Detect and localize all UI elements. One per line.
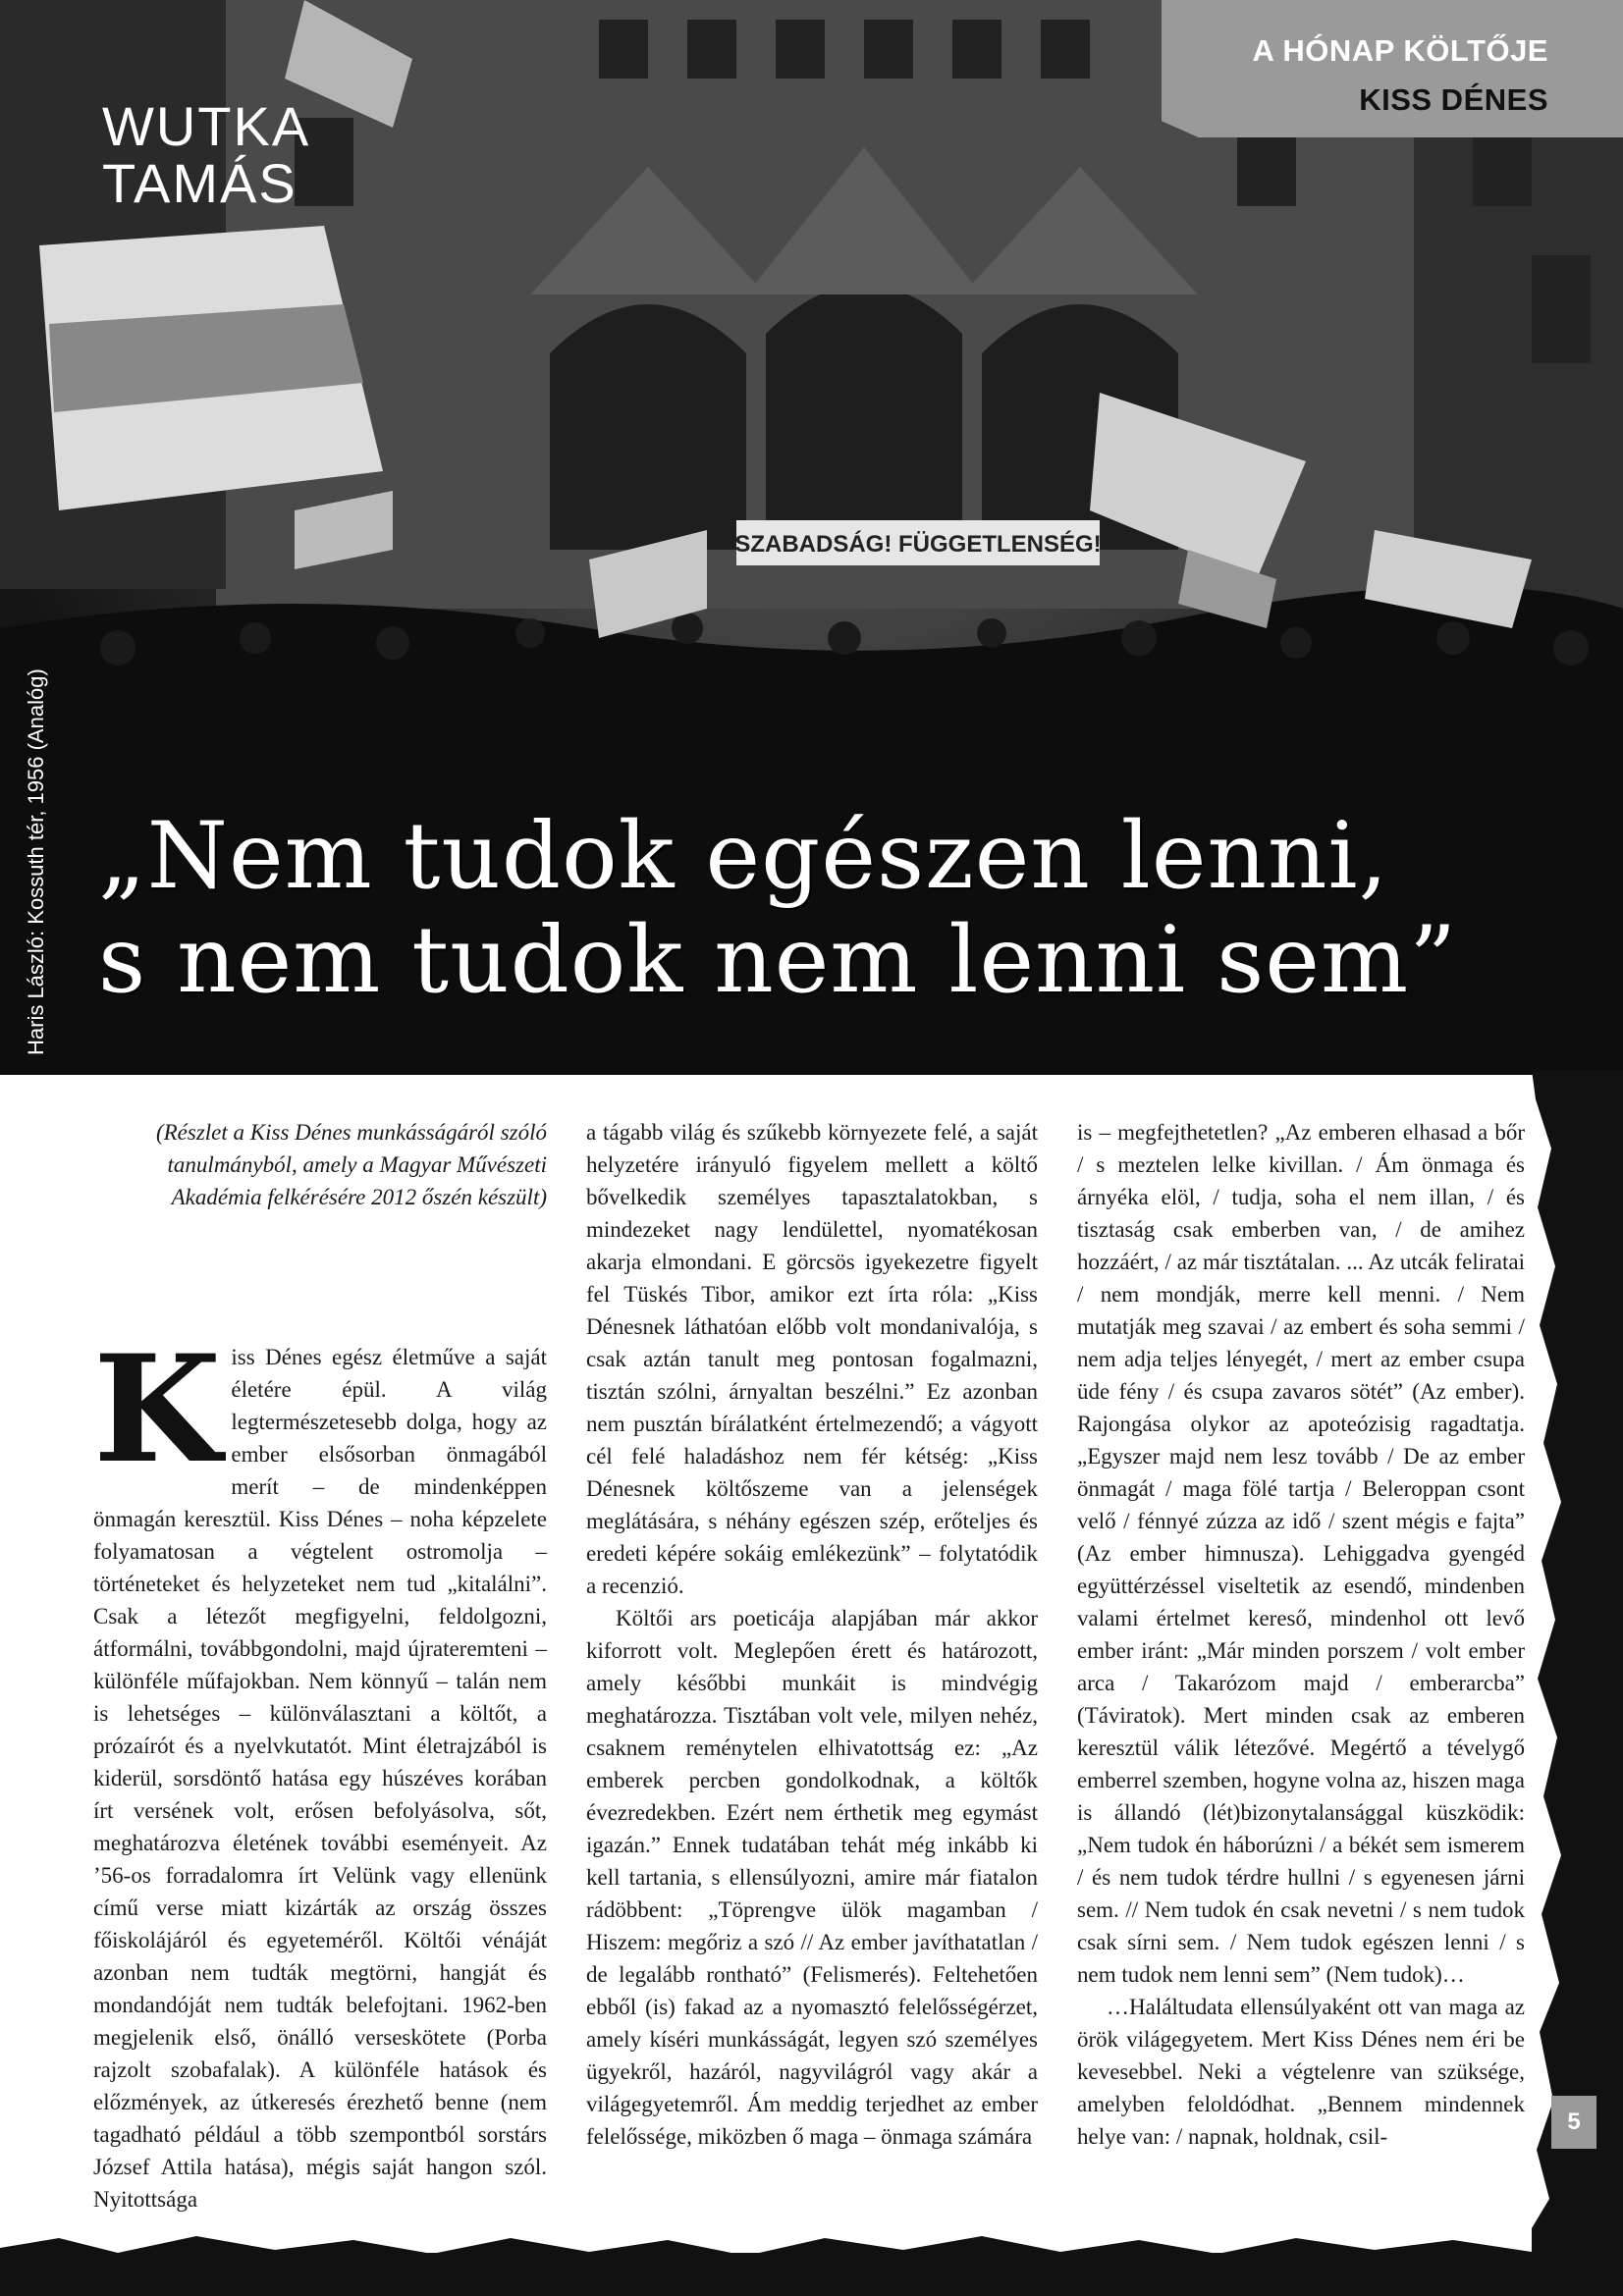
column-2-paragraph-2: Költői ars poeticája alapjában már akkor kiforrott volt. Meglepően érett és határozott, amely későbbi munkáit is mindvégig meghatározza. Tisztában volt vele, milyen nehéz, csaknem reménytelen elhivatottság ez: „Az emberek percben gondolkodnak, a költők évezredekben. Ezért nem érthetik meg egymást igazán.” Ennek tudatában tehát még inkább ki kell tartania, s ellensúlyozni, amire már fiatalon rádöbbent: „Töprengve ülök magamban / Hiszem: megőriz a szó // Az ember javíthatatlan / de legalább rontható” (Felismerés). Feltehetően ebből (is) fakad az a nyomasztó felelősségérzet, amely kíséri munkásságát, legyen szó személyes ügyekről, hazáról, nagyvilágról vagy akár a világegyetemről. Ám meddig terjedhet az ember felelőssége, miközben ő maga – önmaga számára [586,1606,1038,2149]
drop-cap: K [93,1323,222,1496]
column-3-paragraph-2: …Haláltudata ellensúlyaként ott van maga az örök világegyetem. Mert Kiss Dénes nem éri be kevesebbel. Neki a végtelenre van szüksége, amelyben feloldódhat. „Bennem mindennek helye van: / napnak, holdnak, csil- [1077,1995,1525,2149]
section-title: A HÓNAP KÖLTŐJE [1252,33,1548,68]
column-1-text: iss Dénes egész életműve a saját életére épül. A világ legtermészetesebb dolga, hogy az ember elsősorban önmagából merít – de mindenképpen önmagán keresztül. Kiss Dénes – noha képzelete folyamatosan a végtelent ostromolja – történeteket és helyzeteket nem tud „kitalálni”. Csak a létezőt megfigyelni, feldolgozni, átformálni, továbbgondolni, majd újrateremteni – különféle műfajokban. Nem könnyű – talán nem is lehetséges – különválasztani a költőt, a prózaírót és a nyelvkutatót. Mint életrajzából is kiderül, sorsdöntő hatása egy húszéves korában írt versének volt, erősen befolyásolva, sőt, meghatározva életének további eseményeit. Az ’56-os forradalomra írt Velünk vagy ellenünk című verse miatt kizárták az ország összes főiskolájáról és egyeteméről. Költői vénáját azonban nem tudták megtörni, hangját és mondandóját nem tudták belefojtani. 1962-ben megjelenik első, önálló verseskötete (Porba rajzolt szobafalak). A különféle hatások és előzmények, az útkeresés érezhető benne (nem tagadható például a több szempontból sorstárs József Attila hatása), mégis saját hangon szól. Nyitottsága [93,1345,547,2212]
torn-edge-bottom [0,2228,1623,2296]
author-name [102,95,311,214]
section-subject: KISS DÉNES [1359,82,1548,117]
banner-text: SZABADSÁG! FÜGGETLENSÉG! [734,531,1102,558]
headline [98,805,1551,1013]
headline-line2: s nem tudok nem lenni sem” [98,907,1458,1014]
cover-photo [0,0,1623,1075]
author-first-name: WUTKA [102,95,311,157]
page-number: 5 [1551,2096,1596,2149]
photo-credit: Haris László: Kossuth tér, 1956 (Analóg) [24,668,48,1055]
headline-line1: „Nem tudok egészen lenni, [98,803,1389,910]
column-3-paragraph-1: is – megfejthetetlen? „Az emberen elhasad a bőr / s meztelen lelke kivillan. / Ám önmaga és árnyéka elöl, / tudja, soha el nem illan, / és tisztaság csak emberben van, / de amihez hozzáért, / az már tisztátalan. ... Az utcák feliratai / nem mondják, merre kell menni. / Nem mutatják meg szavai / az embert és soha semmi / nem adja teljes lényegét, / mert az ember csupa üde fény / és csupa zavaros sötét” (Az ember). Rajongása olykor az apoteózisig ragadtatja. „Egyszer majd nem lesz tovább / De az ember önmagát / maga fölé tartja / Beleroppan csont velő / fénnyé zúzza az idő / szent mégis e fajta” (Az ember himnusza). Lehiggadva gyengéd együttérzéssel viseltetik az esendő, mindenben valami értelmet kereső, mindenhol ott levő ember iránt: „Már minden porszem / volt ember arca / Takarózom majd / emberarcba” (Táviratok). Mert minden csak az emberen keresztül válik létezővé. Megértő a tévelygő emberrel szemben, hogyne volna az, hiszen maga is állandó (lét)bizonytalansággal küszködik: „Nem tudok én háborúzni / a békét sem ismerem / és nem tudok térdre hullni / s egyenesen járni sem. // Nem tudok én csak nevetni / s nem tudok csak sírni sem. / Nem tudok egészen lenni / s nem tudok nem lenni sem” (Nem tudok)… [1077,1120,1525,1987]
article-column-2 [586,1116,1038,2153]
article-intro: (Részlet a Kiss Dénes munkásságáról szóló tanulmányból, amely a Magyar Művészeti Akadémia felkérésére 2012 őszén készült) [155,1120,547,1209]
column-2-paragraph-1: a tágabb világ és szűkebb környezete felé, a saját helyzetére irányuló figyelem mellett a költő bővelkedik személyes tapasztalatokban, s mindezeket nagy lendülettel, nyomatékosan akarja elmondani. E görcsös igyekezetre figyelt fel Tüskés Tibor, amikor ezt írta róla: „Kiss Dénesnek láthatóan előbb volt mondanivalója, s csak aztán tanult meg pontosan fogalmazni, tisztán szólni, árnyaltan beszélni.” Ez azonban nem pusztán bírálatként értelmezendő; a vágyott cél felé haladáshoz nem fér kétség: „Kiss Dénesnek költőszeme van a jelenségek meglátására, s néhány egészen szép, erőteljes és eredeti képére sokáig emlékezünk” – folytatódik a recenzió. [586,1120,1038,1598]
article-column-3 [1077,1116,1525,2153]
article-column-1 [93,1116,547,2216]
author-last-name: TAMÁS [102,152,298,214]
